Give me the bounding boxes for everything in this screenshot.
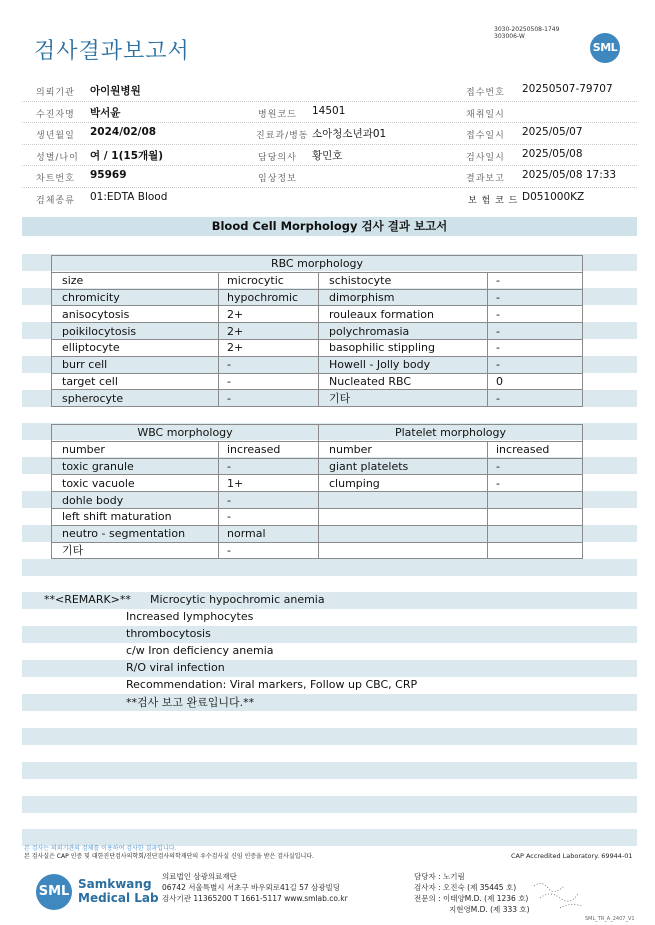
label-collection-date: 채취일시 <box>466 109 505 120</box>
value-insurance-code: D051000KZ <box>522 190 585 203</box>
remark-line: Recommendation: Viral markers, Follow up CBC, CRP <box>126 678 418 691</box>
cap-accreditation: CAP Accredited Laboratory. 69944-01 <box>511 852 633 860</box>
value-hospital-code: 14501 <box>312 104 346 117</box>
table-cell-value: 0 <box>488 373 583 390</box>
table-row <box>52 441 583 458</box>
table-cell-item: anisocytosis <box>52 306 219 323</box>
table-cell-item: rouleaux formation <box>319 306 488 323</box>
sml-logo: SML <box>590 33 620 63</box>
label-birth-date: 생년월일 <box>36 131 75 141</box>
table-cell-value: normal <box>219 525 319 542</box>
value-receipt-date: 2025/05/07 <box>522 126 583 138</box>
table-cell-item <box>319 542 488 559</box>
table-cell-value: - <box>488 356 583 373</box>
table-cell-value: microcytic <box>219 272 319 289</box>
row-stripe <box>22 559 637 576</box>
table-cell-item: schistocyte <box>319 272 488 289</box>
table-row <box>52 508 583 525</box>
document-code <box>494 26 559 40</box>
platelet-table-title: Platelet morphology <box>319 425 583 442</box>
row-stripe <box>22 796 637 813</box>
form-code: SML_TR_A_2407_V1 <box>585 916 635 922</box>
info-row <box>22 166 637 188</box>
wbc-platelet-morphology-table <box>51 424 583 559</box>
table-cell-value: increased <box>488 441 583 458</box>
table-cell-item: burr cell <box>52 356 219 373</box>
table-header-row <box>52 425 583 442</box>
table-cell-item: polychromasia <box>319 323 488 340</box>
rbc-morphology-table <box>51 255 583 407</box>
table-row <box>52 323 583 340</box>
row-stripe <box>22 626 637 643</box>
table-cell-value <box>488 525 583 542</box>
table-cell-item: elliptocyte <box>52 339 219 356</box>
table-cell-item: Howell - Jolly body <box>319 356 488 373</box>
value-chart-number: 95969 <box>90 169 127 181</box>
remark-line: Increased lymphocytes <box>126 610 254 623</box>
signature-marks <box>530 876 610 912</box>
table-cell-value: - <box>219 492 319 509</box>
table-cell-item: neutro - segmentation <box>52 525 219 542</box>
info-row <box>22 145 637 167</box>
table-cell-value <box>488 508 583 525</box>
brand-name-line: Medical Lab <box>78 891 159 905</box>
table-cell-item: dohle body <box>52 492 219 509</box>
table-cell-value: 2+ <box>219 323 319 340</box>
org-phone: 검사기관 11365200 T 1661-5117 www.smlab.co.kr <box>162 894 348 903</box>
table-row <box>52 390 583 407</box>
value-department: 소아청소년과01 <box>312 128 387 140</box>
table-cell-item: dimorphism <box>319 289 488 306</box>
label-report-date: 결과보고 <box>466 174 505 184</box>
table-cell-value: - <box>219 458 319 475</box>
table-row <box>52 289 583 306</box>
table-cell-value: - <box>488 458 583 475</box>
table-cell-item: giant platelets <box>319 458 488 475</box>
remark-line: R/O viral infection <box>126 661 225 674</box>
table-cell-item: toxic vacuole <box>52 475 219 492</box>
table-cell-item <box>319 492 488 509</box>
remark-label: **<REMARK>** <box>44 593 131 606</box>
footer-note: 본 검사실은 CAP 인증 및 대한진단검사의학회/진단검사의학재단의 우수검사실 신임 인증을 받은 검사실입니다. <box>24 853 314 860</box>
label-receipt-number: 접수번호 <box>466 88 505 98</box>
label-clinical-info: 임상정보 <box>258 174 297 184</box>
table-cell-value <box>488 492 583 509</box>
table-cell-item: target cell <box>52 373 219 390</box>
table-cell-value <box>488 542 583 559</box>
value-specimen-type: 01:EDTA Blood <box>90 190 168 203</box>
table-cell-item: toxic granule <box>52 458 219 475</box>
table-cell-item <box>319 508 488 525</box>
wbc-table-title: WBC morphology <box>52 425 319 442</box>
table-cell-value: - <box>488 272 583 289</box>
rbc-table-title: RBC morphology <box>52 256 583 273</box>
brand-name <box>78 877 159 905</box>
table-cell-item: clumping <box>319 475 488 492</box>
table-cell-value: - <box>488 475 583 492</box>
table-row <box>52 272 583 289</box>
sml-footer-logo: SML <box>36 874 72 910</box>
table-row <box>52 458 583 475</box>
table-cell-value: - <box>488 306 583 323</box>
value-sex-age: 여 / 1(15개월) <box>90 149 164 162</box>
org-name: 의료법인 삼광의료재단 <box>162 872 237 881</box>
table-cell-item: Nucleated RBC <box>319 373 488 390</box>
table-cell-item: 기타 <box>319 390 488 407</box>
table-row <box>52 306 583 323</box>
footer-note: 본 검사는 의뢰기관의 검체를 이용하여 검사한 결과입니다. <box>24 845 177 852</box>
table-cell-item: number <box>319 441 488 458</box>
table-cell-value: - <box>219 356 319 373</box>
label-chart-number: 차트번호 <box>36 174 75 184</box>
table-row <box>52 373 583 390</box>
table-cell-value: 2+ <box>219 339 319 356</box>
value-requesting-hospital: 아이원병원 <box>90 85 141 97</box>
table-cell-item: basophilic stippling <box>319 339 488 356</box>
table-cell-item: spherocyte <box>52 390 219 407</box>
table-cell-value: - <box>488 339 583 356</box>
table-header-row <box>52 256 583 273</box>
label-hospital-code: 병원코드 <box>258 109 297 120</box>
label-department: 진료과/병동 <box>256 131 309 141</box>
remark-line: Microcytic hypochromic anemia <box>150 593 325 606</box>
org-address: 06742 서울특별시 서초구 바우뫼로41길 57 삼광빌딩 <box>162 883 341 892</box>
info-row <box>22 123 637 145</box>
value-patient-name: 박서윤 <box>90 106 121 119</box>
table-cell-value: - <box>488 390 583 407</box>
brand-name-line: Samkwang <box>78 877 152 891</box>
table-cell-value: increased <box>219 441 319 458</box>
label-specimen-type: 검체종류 <box>36 195 75 206</box>
remark-line: thrombocytosis <box>126 627 211 640</box>
table-cell-value: - <box>219 542 319 559</box>
table-row <box>52 356 583 373</box>
table-cell-value: 1+ <box>219 475 319 492</box>
label-test-date: 검사일시 <box>466 152 505 163</box>
table-cell-value: 2+ <box>219 306 319 323</box>
table-cell-item: chromicity <box>52 289 219 306</box>
table-cell-item <box>319 525 488 542</box>
value-receipt-number: 20250507-79707 <box>522 83 613 95</box>
value-test-date: 2025/05/08 <box>522 147 583 160</box>
table-row <box>52 339 583 356</box>
label-insurance-code: 보 험 코 드 <box>468 195 519 206</box>
table-cell-value: - <box>219 373 319 390</box>
staff-line: 담당자 : 노기림 <box>414 872 465 881</box>
table-cell-value: hypochromic <box>219 289 319 306</box>
info-row <box>22 188 637 209</box>
label-receipt-date: 접수일시 <box>466 131 505 141</box>
label-doctor: 담당의사 <box>258 152 297 163</box>
document-code-line: 303006-W <box>494 33 525 40</box>
document-code-line: 3030-20250508-1749 <box>494 26 560 33</box>
staff-line: 검사자 : 오진숙 (제 35445 호) <box>414 883 517 892</box>
row-stripe <box>22 660 637 677</box>
table-cell-value: - <box>219 508 319 525</box>
table-row <box>52 542 583 559</box>
value-doctor: 황민호 <box>312 149 343 162</box>
info-row <box>22 102 637 124</box>
label-sex-age: 성별/나이 <box>36 152 79 163</box>
table-cell-value: - <box>488 323 583 340</box>
table-row <box>52 475 583 492</box>
patient-info-header <box>22 80 637 208</box>
page-title: 검사결과보고서 <box>34 39 190 64</box>
table-cell-item: left shift maturation <box>52 508 219 525</box>
label-patient-name: 수진자명 <box>36 109 75 120</box>
table-row <box>52 525 583 542</box>
staff-line: 지현영M.D. (제 333 호) <box>449 905 530 914</box>
info-row <box>22 80 637 102</box>
remark-line: c/w Iron deficiency anemia <box>126 644 274 657</box>
row-stripe <box>22 728 637 745</box>
table-cell-item: 기타 <box>52 542 219 559</box>
value-birth-date: 2024/02/08 <box>90 126 157 138</box>
row-stripe <box>22 762 637 779</box>
label-requesting-hospital: 의뢰기관 <box>36 88 75 98</box>
table-cell-item: poikilocytosis <box>52 323 219 340</box>
table-row <box>52 492 583 509</box>
row-stripe <box>22 694 637 711</box>
table-cell-item: number <box>52 441 219 458</box>
table-cell-item: size <box>52 272 219 289</box>
staff-line: 전문의 : 이태양M.D. (제 1236 호) <box>414 894 529 903</box>
remark-line: **검사 보고 완료입니다.** <box>126 696 255 709</box>
report-title: Blood Cell Morphology 검사 결과 보고서 <box>22 217 637 236</box>
value-report-date: 2025/05/08 17:33 <box>522 169 617 181</box>
table-cell-value: - <box>488 289 583 306</box>
table-cell-value: - <box>219 390 319 407</box>
